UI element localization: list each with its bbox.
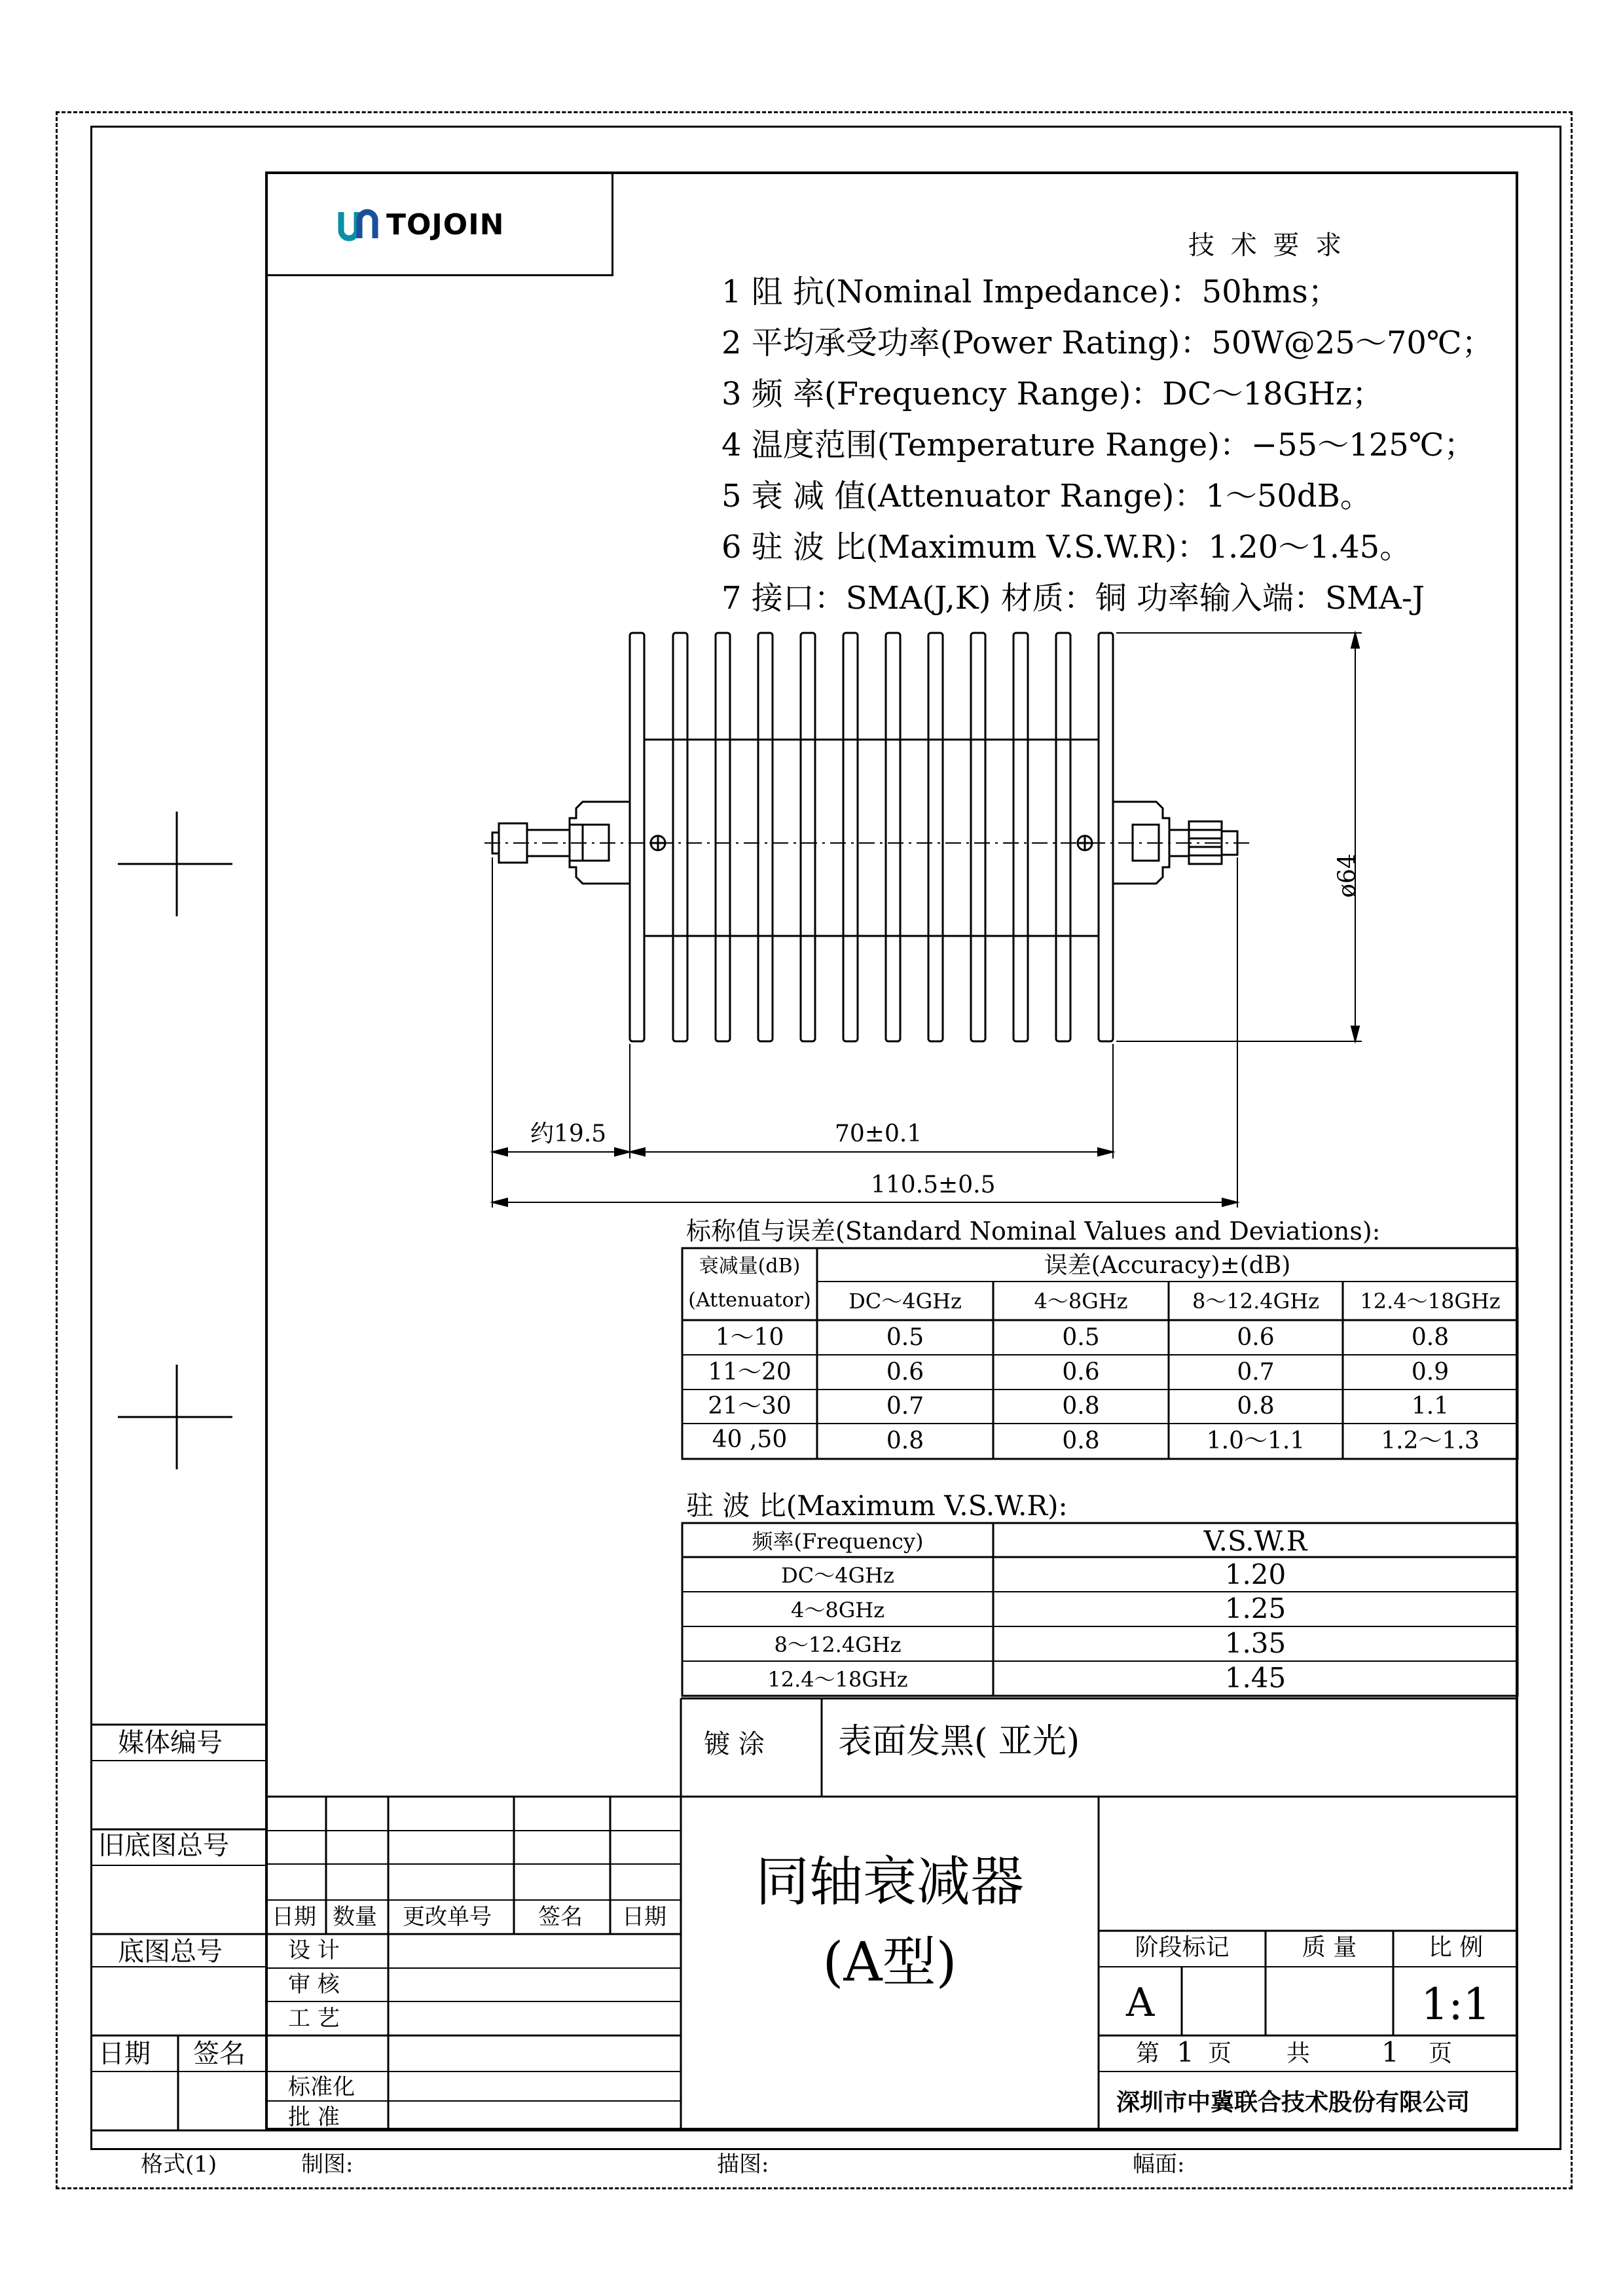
vswr-freq: DC～4GHz bbox=[781, 1563, 894, 1588]
vswr-freq: 4～8GHz bbox=[790, 1598, 885, 1623]
vswr-title: 驻 波 比(Maximum V.S.W.R): bbox=[686, 1490, 1068, 1522]
drawing-title: 同轴衰减器 bbox=[755, 1851, 1024, 1913]
dev-cell: 0.6 bbox=[1062, 1359, 1100, 1386]
logo-text: TOJOIN bbox=[386, 208, 505, 242]
drawing-subtitle: (A型) bbox=[822, 1931, 957, 1994]
footer-format: 格式(1) bbox=[141, 2151, 217, 2178]
company-name: 深圳市中冀联合技术股份有限公司 bbox=[1116, 2089, 1470, 2116]
side-sign: 签名 bbox=[193, 2039, 246, 2069]
rev-approve: 批 准 bbox=[288, 2104, 340, 2130]
page-label: 第 bbox=[1136, 2040, 1160, 2067]
page-number: 1 bbox=[1176, 2036, 1194, 2068]
rev-sign: 签名 bbox=[538, 1904, 583, 1930]
dev-cell: 0.8 bbox=[1237, 1393, 1275, 1420]
total-pages: 1 bbox=[1381, 2036, 1399, 2068]
rev-review: 审 核 bbox=[288, 1971, 340, 1998]
dev-cell: 0.8 bbox=[1062, 1427, 1100, 1454]
side-base: 底图总号 bbox=[118, 1937, 223, 1967]
deviation-title: 标称值与误差(Standard Nominal Values and Deviations): bbox=[686, 1217, 1381, 1246]
rev-change: 更改单号 bbox=[403, 1904, 492, 1930]
dev-att: 21～30 bbox=[708, 1393, 792, 1420]
dev-cell: 0.8 bbox=[1062, 1393, 1100, 1420]
page-unit: 页 bbox=[1208, 2040, 1232, 2067]
tech-item: 2 平均承受功率(Power Rating)：50W@25～70℃； bbox=[721, 325, 1493, 361]
tech-item: 6 驻 波 比(Maximum V.S.W.R)：1.20～1.45。 bbox=[721, 529, 1412, 565]
total-unit: 页 bbox=[1429, 2040, 1453, 2067]
dev-band: 4～8GHz bbox=[1034, 1289, 1128, 1314]
plating-value: 表面发黑( 亚光) bbox=[838, 1722, 1080, 1761]
tech-item: 5 衰 减 值(Attenuator Range)：1～50dB。 bbox=[721, 478, 1372, 514]
rev-date: 日期 bbox=[272, 1904, 316, 1930]
vswr-freq: 12.4～18GHz bbox=[767, 1667, 908, 1692]
tech-item: 4 温度范围(Temperature Range)：−55～125℃； bbox=[721, 427, 1476, 463]
vswr-value: 1.25 bbox=[1224, 1592, 1286, 1624]
total-label: 共 bbox=[1286, 2040, 1311, 2067]
ratio-label: 比 例 bbox=[1428, 1934, 1484, 1961]
rev-date2: 日期 bbox=[622, 1904, 666, 1930]
dev-cell: 0.5 bbox=[886, 1324, 924, 1351]
dim-diameter: ø64 bbox=[1334, 853, 1361, 898]
side-old: 旧底图总号 bbox=[98, 1831, 229, 1861]
tech-title: 技 术 要 求 bbox=[1188, 230, 1346, 260]
footer-trace: 描图: bbox=[717, 2151, 769, 2178]
dev-head-att: 衰减量(dB) bbox=[699, 1255, 801, 1278]
dim-approx: 约19.5 bbox=[530, 1121, 607, 1147]
dev-band: 12.4～18GHz bbox=[1360, 1289, 1501, 1314]
dev-att: 40 ,50 bbox=[712, 1426, 788, 1453]
dev-cell: 0.7 bbox=[1237, 1359, 1275, 1386]
ratio-value: 1:1 bbox=[1421, 1979, 1491, 2030]
rev-design: 设 计 bbox=[288, 1937, 340, 1964]
mass-label: 质 量 bbox=[1302, 1934, 1357, 1961]
dev-cell: 0.9 bbox=[1411, 1359, 1450, 1386]
dev-cell: 0.6 bbox=[1237, 1324, 1275, 1351]
vswr-value: 1.45 bbox=[1224, 1662, 1286, 1694]
vswr-head-value: V.S.W.R bbox=[1203, 1525, 1307, 1557]
dev-head-att2: (Attenuator) bbox=[688, 1289, 811, 1312]
dim-body: 70±0.1 bbox=[835, 1121, 922, 1147]
dev-band: 8～12.4GHz bbox=[1192, 1289, 1319, 1314]
rev-standard: 标准化 bbox=[288, 2074, 355, 2100]
tech-item: 3 频 率(Frequency Range)：DC～18GHz； bbox=[721, 376, 1384, 412]
dev-cell: 0.5 bbox=[1062, 1324, 1100, 1351]
dim-total: 110.5±0.5 bbox=[871, 1172, 996, 1198]
dev-cell: 0.7 bbox=[886, 1393, 924, 1420]
dev-att: 11～20 bbox=[708, 1359, 792, 1386]
footer-draw: 制图: bbox=[301, 2151, 354, 2178]
stage-value: A bbox=[1126, 1980, 1155, 2026]
vswr-value: 1.20 bbox=[1224, 1558, 1286, 1590]
dev-band: DC～4GHz bbox=[848, 1289, 962, 1314]
dev-cell: 0.8 bbox=[886, 1427, 924, 1454]
dev-cell: 0.6 bbox=[886, 1359, 924, 1386]
dev-cell: 1.2～1.3 bbox=[1381, 1427, 1480, 1454]
stage-label: 阶段标记 bbox=[1135, 1934, 1230, 1961]
tech-item: 7 接口：SMA(J,K) 材质：铜 功率输入端：SMA-J bbox=[721, 580, 1425, 617]
dev-cell: 1.0～1.1 bbox=[1206, 1427, 1305, 1454]
tech-item: 1 阻 抗(Nominal Impedance)：50hms； bbox=[721, 274, 1340, 310]
vswr-value: 1.35 bbox=[1224, 1627, 1286, 1659]
dev-head-acc: 误差(Accuracy)±(dB) bbox=[1044, 1252, 1291, 1279]
side-media: 媒体编号 bbox=[118, 1728, 223, 1758]
footer-size: 幅面: bbox=[1133, 2151, 1185, 2178]
dev-cell: 1.1 bbox=[1411, 1393, 1450, 1420]
plating-label: 镀 涂 bbox=[704, 1729, 765, 1759]
rev-process: 工 艺 bbox=[288, 2005, 340, 2032]
vswr-head-freq: 频率(Frequency) bbox=[752, 1529, 924, 1554]
dev-cell: 0.8 bbox=[1411, 1324, 1450, 1351]
rev-qty: 数量 bbox=[333, 1904, 377, 1930]
dev-att: 1～10 bbox=[715, 1324, 784, 1351]
side-date: 日期 bbox=[98, 2039, 151, 2069]
vswr-freq: 8～12.4GHz bbox=[774, 1632, 902, 1657]
